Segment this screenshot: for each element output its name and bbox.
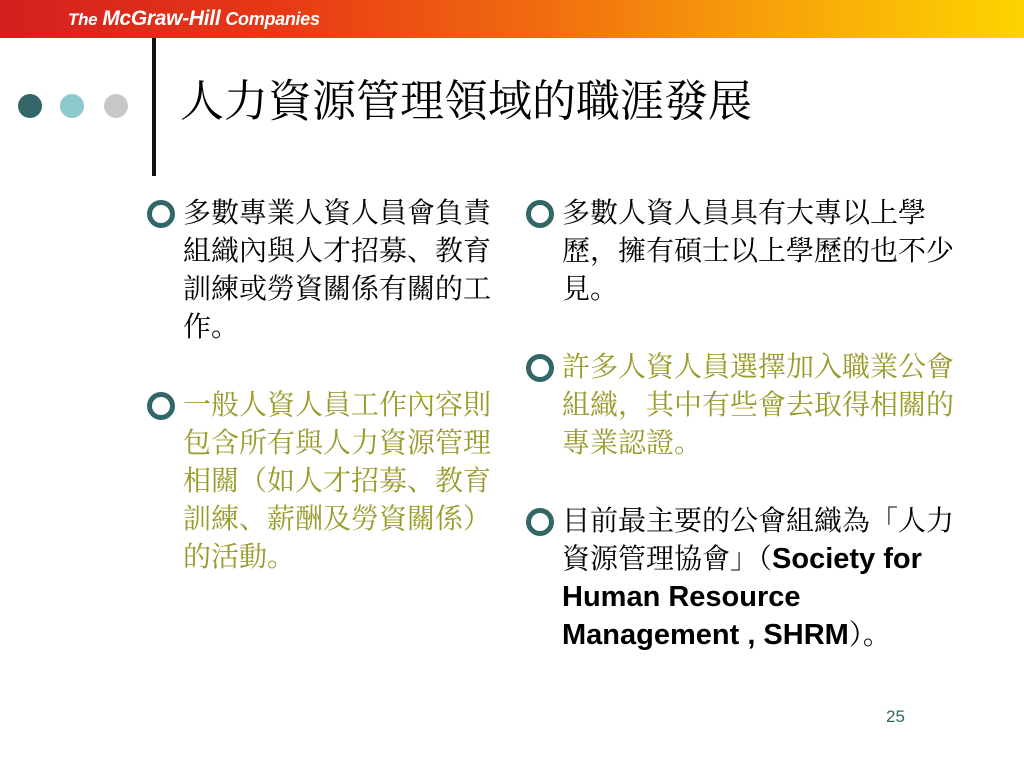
bullet-text-part1: 目前最主要的公會組織為「人力資源管理協會」（ [562, 504, 955, 575]
shrm-english-name: Society for Human Resource Management , SHRM [562, 543, 922, 651]
title-divider-line [152, 38, 156, 176]
bullet-text [562, 502, 977, 654]
bullet-text: 一般人資人員工作內容則包含所有與人力資源管理相關（如人才招募、教育訓練、薪酬及勞資關係）的活動。 [183, 388, 492, 573]
hollow-circle-bullet-icon [147, 392, 175, 420]
bullet-item [524, 194, 984, 308]
slide-title: 人力資源管理領域的職涯發展 [180, 76, 752, 127]
bullet-text-part2: ）。 [848, 618, 891, 651]
mcgraw-hill-logo [68, 7, 320, 31]
bullet-text: 多數專業人資人員會負責組織內與人才招募、教育訓練或勞資關係有關的工作。 [183, 196, 492, 343]
logo-mcgraw-hill-text: McGraw-Hill [102, 7, 221, 30]
page-number: 25 [886, 707, 905, 726]
right-content-column [524, 194, 984, 654]
decor-dot-dark [18, 94, 42, 118]
left-content-column [145, 194, 495, 576]
hollow-circle-bullet-icon [526, 200, 554, 228]
logo-companies-text: Companies [225, 9, 320, 29]
logo-the-text: The [68, 10, 98, 29]
decor-dot-light [60, 94, 84, 118]
hollow-circle-bullet-icon [526, 354, 554, 382]
hollow-circle-bullet-icon [147, 200, 175, 228]
bullet-item [524, 502, 984, 654]
decor-dot-gray [104, 94, 128, 118]
header-banner [0, 0, 1024, 38]
bullet-item [524, 348, 984, 462]
hollow-circle-bullet-icon [526, 508, 554, 536]
bullet-text: 許多人資人員選擇加入職業公會組織，其中有些會去取得相關的專業認證。 [562, 350, 955, 459]
bullet-item [145, 386, 495, 576]
bullet-item [145, 194, 495, 346]
bullet-text: 多數人資人員具有大專以上學歷，擁有碩士以上學歷的也不少見。 [562, 196, 955, 305]
